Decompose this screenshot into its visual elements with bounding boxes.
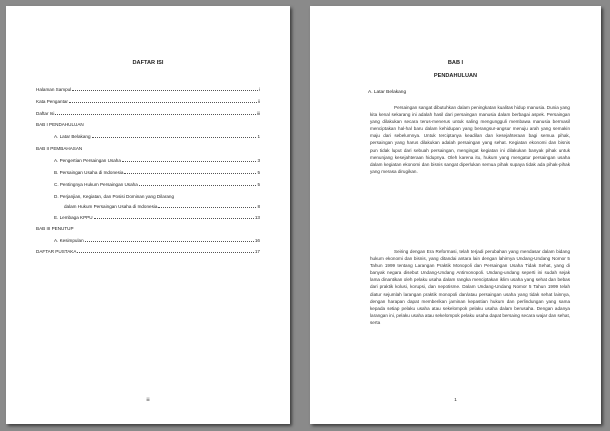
toc-label: DAFTAR PUSTAKA [36,249,77,254]
toc-label: C. Pentingnya Hukum Persaingan Usaha [54,182,138,187]
toc-title: DAFTAR ISI [132,60,164,66]
toc-label: Daftar Isi [36,111,55,116]
paragraph-1: Persaingan sangat dibutuhkan dalam peningkatan kualitas hidup manusia. Dunia yang kita kenal sekarang ini adalah hasil dari persaingan manusia dalam berbagai aspek. Persaingan yang dilakukan secara terus-menerus untuk saling mengungguli membawa manusia bermasil menciptakan hal-hal baru dalam kehidupan yang berangsur-angsur menuju arah yang semakin maju dari sebelumnya. Untuk terciptanya keadilan dan kesejahteraan bagi semua pihak, persaingan yang harus dilakukan adalah persaingan yang sehat. Kegiatan ekonomi dan bisnis pun tidak luput dari sebuah persaingan, mengingat kegiatan ini dilakukan banyak pihak untuk menunjang kesejahteraan hidupnya. Oleh karena itu, hukum yang mengatur persaingan usaha dalam kegiatan ekonomi dan bisnis sangat diperlukan semua pihak supaya tidak ada pihak-pihak yang merasa dirugikan. [370,105,570,174]
toc-page-number: i [258,87,260,92]
toc-label: Halaman Sampul [36,87,72,92]
toc-chapter-2[interactable]: BAB II PEMBAHASAN [36,146,83,151]
toc-page-number: 5 [257,182,260,187]
toc-leader [85,241,254,242]
toc-leader [94,218,254,219]
toc-page-number: iii [256,111,260,116]
toc-page-number: 8 [257,204,260,209]
toc-leader [139,185,257,186]
toc-entry-pustaka[interactable] [36,248,260,255]
page-number-footer: 1 [454,397,457,402]
toc-page-number: 1 [257,134,260,139]
toc-chapter-1[interactable]: BAB I PENDAHULUAN [36,122,84,127]
toc-entry-kesimpulan[interactable] [54,237,260,244]
chapter-title: PENDAHULUAN [433,73,478,79]
chapter-number: BAB I [447,60,464,66]
page-number-footer: iii [146,397,150,402]
toc-label: A. Kesimpulan [54,238,84,243]
toc-label: B. Persaingan Usaha di Indonesia [54,170,124,175]
section-heading: A. Latar Belakang [368,90,407,95]
toc-leader [158,207,256,208]
toc-entry-persaingan-indonesia[interactable] [54,169,260,176]
toc-leader [92,137,257,138]
toc-leader [77,252,253,253]
toc-entry-pengantar[interactable] [36,98,260,105]
toc-leader [124,173,256,174]
toc-page-number: 17 [254,249,260,254]
chapter-page [310,6,601,424]
paragraph-2: Seiring dengan Era Reformasi, telah terjadi perubahan yang mendasar dalam bidang hukum ekonomi dan bisnis, yang ditandai antara lain dengan lahirnya Undang-Undang Nomor 5 Tahun 1999 tentang Larangan Praktik Monopoli dan Persaingan Usaha Tidak Sehat, yang di banyak negara disebut Undang-Undang Antimonopoli. Undang-undang seperti ini sudah sejak lama dinantikan oleh pelaku usaha dalam rangka menciptakan iklim usaha yang sehat dan bebas dari praktik kolusi, korupsi, dan nepotisme. Dalam Undang-Undang Nomor 5 Tahun 1999 telah diatur sejumlah larangan praktik monopoli dan/atau persaingan usaha yang tidak sehat lainnya, dengan harapan dapat memberikan jaminan kepastian hukum dan perlindungan yang sama kepada setiap pelaku usaha atau sekelompok pelaku usaha dalam berusaha. Dengan adanya larangan ini, pelaku usaha atau sekelompok pelaku usaha dapat bersaing secara wajar dan sehat, serta [370,249,570,325]
toc-entry-perjanjian[interactable] [64,203,260,210]
toc-page [6,6,290,424]
toc-entry-pengertian[interactable] [54,157,260,164]
toc-entry-kppu[interactable] [54,214,260,221]
toc-entry-perjanjian-line1[interactable]: D. Perjanjian, Kegiatan, dan Posisi Dominan yang Dilarang [54,194,175,199]
toc-page-number: 16 [254,238,260,243]
toc-entry-sampul[interactable] [36,86,260,93]
toc-page-number: 3 [257,158,260,163]
toc-leader [72,90,258,91]
toc-label: Kata Pengantar [36,99,68,104]
toc-label: A. Latar Belakang [54,134,91,139]
toc-page-number: 5 [257,170,260,175]
toc-page-number: ii [257,99,260,104]
toc-leader [55,114,256,115]
toc-leader [122,161,257,162]
toc-label: dalam Hukum Persaingan Usaha di Indonesia [64,204,158,209]
toc-entry-daftar-isi[interactable] [36,110,260,117]
toc-entry-latar-belakang[interactable] [54,133,260,140]
toc-leader [69,102,257,103]
toc-label: A. Pengertian Persaingan Usaha [54,158,121,163]
toc-chapter-3[interactable]: BAB III PENUTUP [36,226,74,231]
toc-page-number: 13 [254,215,260,220]
toc-label: E. Lembaga KPPU [54,215,93,220]
toc-entry-pentingnya-hukum[interactable] [54,181,260,188]
